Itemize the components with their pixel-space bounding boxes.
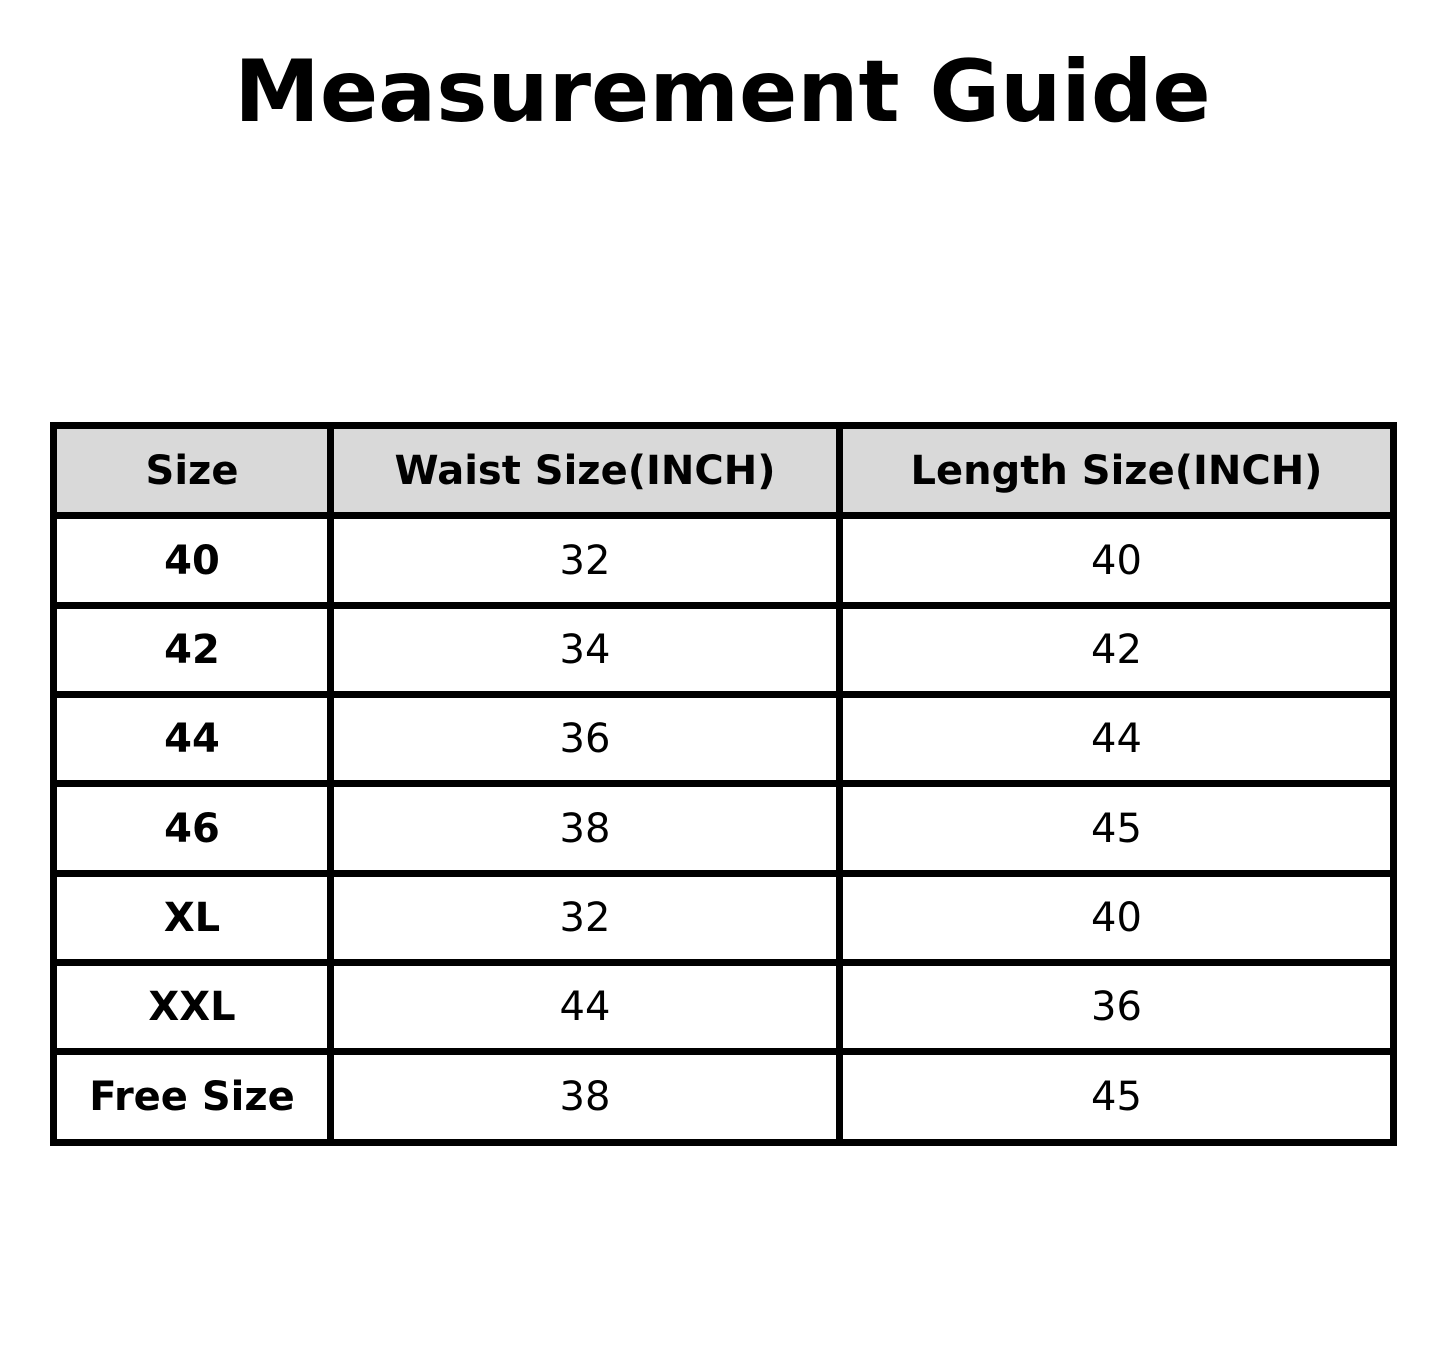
row-5-waist: 32 — [334, 877, 836, 959]
row-6-waist: 44 — [334, 966, 836, 1048]
row-4-size: 46 — [57, 787, 327, 870]
row-1-length: 40 — [843, 519, 1390, 602]
row-2-length: 42 — [843, 609, 1390, 691]
row-4-waist: 38 — [334, 787, 836, 870]
row-2-waist: 34 — [334, 609, 836, 691]
row-3-length: 44 — [843, 698, 1390, 780]
row-1-size: 40 — [57, 519, 327, 602]
measurement-table — [50, 422, 1397, 1146]
row-5-length: 40 — [843, 877, 1390, 959]
row-7-size: Free Size — [57, 1055, 327, 1139]
row-2-size: 42 — [57, 609, 327, 691]
row-1-waist: 32 — [334, 519, 836, 602]
row-7-length: 45 — [843, 1055, 1390, 1139]
row-3-size: 44 — [57, 698, 327, 780]
header-length: Length Size(INCH) — [843, 429, 1390, 512]
row-4-length: 45 — [843, 787, 1390, 870]
header-waist: Waist Size(INCH) — [334, 429, 836, 512]
row-3-waist: 36 — [334, 698, 836, 780]
row-6-size: XXL — [57, 966, 327, 1048]
row-5-size: XL — [57, 877, 327, 959]
row-7-waist: 38 — [334, 1055, 836, 1139]
header-size: Size — [57, 429, 327, 512]
page-title: Measurement Guide — [234, 42, 1211, 142]
row-6-length: 36 — [843, 966, 1390, 1048]
